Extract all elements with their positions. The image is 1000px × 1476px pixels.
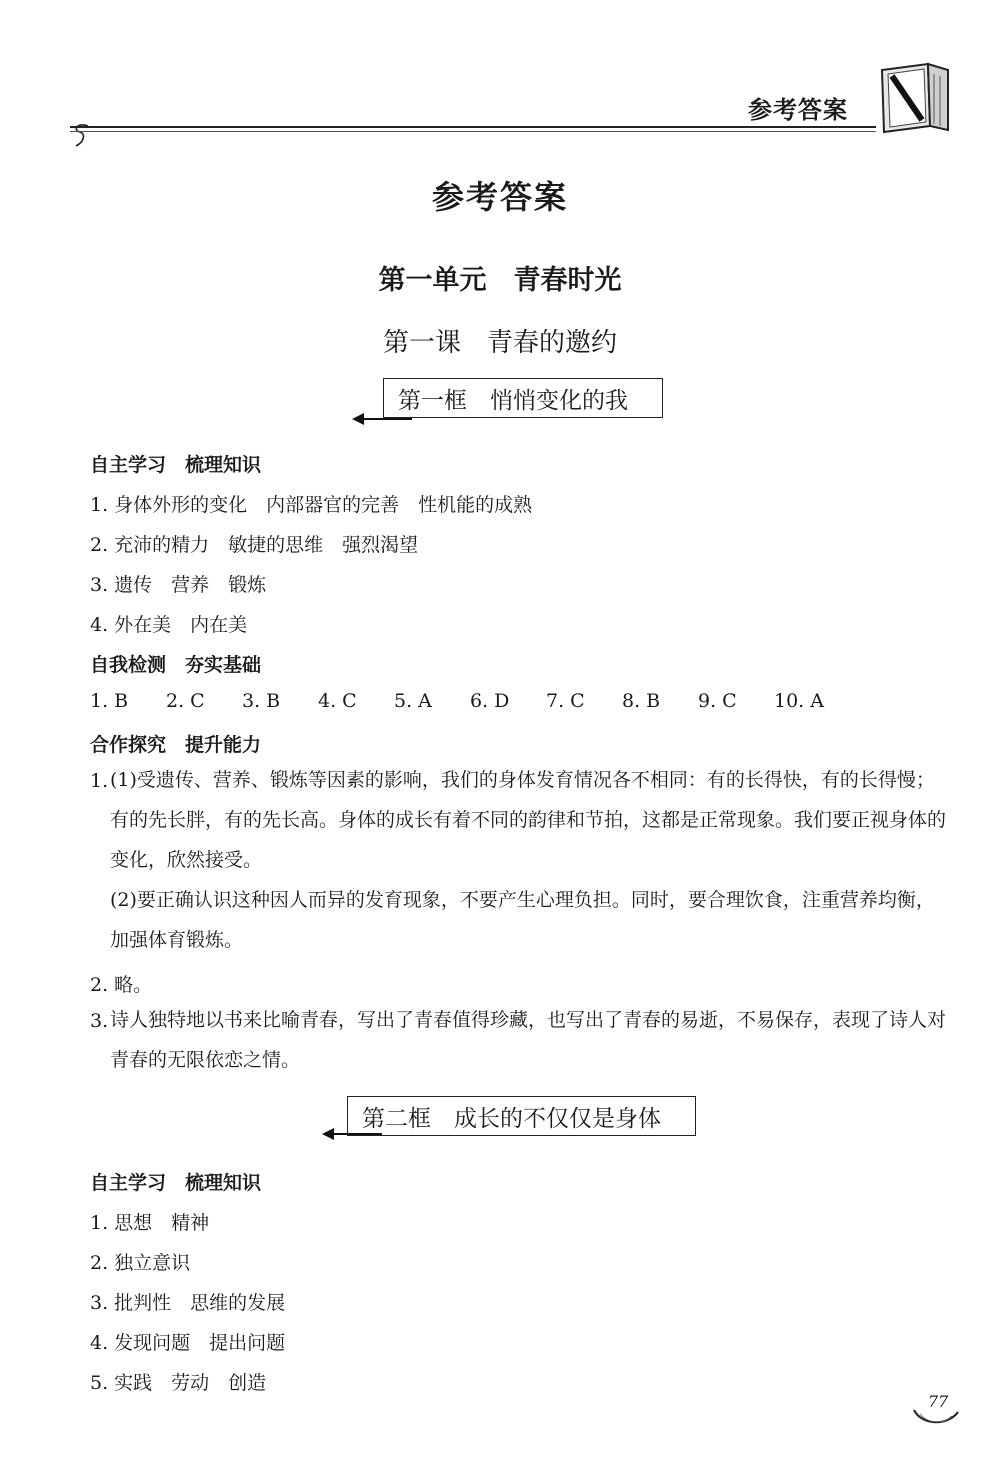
frame1-arrow-icon [352, 412, 412, 426]
answer-item: 4. C [318, 690, 357, 712]
header-rule [70, 126, 876, 128]
list-item: 1. 思想 精神 [90, 1212, 210, 1234]
answer-item: 5. A [394, 690, 432, 712]
frame1-heading-label: 第一框 悄悄变化的我 [398, 387, 628, 414]
question-number: 3. [90, 1010, 109, 1032]
list-item: 4. 发现问题 提出问题 [90, 1332, 286, 1354]
frame1-heading-box [383, 378, 663, 418]
question-number: 1. [90, 770, 109, 792]
list-item: 2. 略。 [90, 974, 153, 996]
answer-item: 1. B [90, 690, 129, 712]
list-item: 1. 身体外形的变化 内部器官的完善 性机能的成熟 [90, 494, 533, 516]
header-curl-ornament-icon [66, 112, 96, 152]
frame2-heading-label: 第二框 成长的不仅仅是身体 [362, 1105, 661, 1132]
answer-paragraph: (1)受遗传、营养、锻炼等因素的影响，我们的身体发育情况各不相同：有的长得快，有的长得慢；有的先长胖，有的先长高。身体的成长有着不同的韵律和节拍，这都是正常现象。我们要正视身体的变化，欣然接受。 [110, 769, 947, 871]
unit-title: 第一单元 青春时光 [378, 265, 622, 296]
answer-item: 8. B [622, 690, 661, 712]
page-title: 参考答案 [431, 178, 568, 216]
list-item: 2. 充沛的精力 敏捷的思维 强烈渴望 [90, 534, 419, 556]
list-item: 3. 遗传 营养 锻炼 [90, 574, 267, 596]
answer-paragraph: 诗人独特地以书来比喻青春，写出了青春值得珍藏，也写出了青春的易逝，不易保存，表现了诗人对青春的无限依恋之情。 [110, 1009, 947, 1071]
section-heading-self-study: 自主学习 梳理知识 [90, 454, 262, 476]
frame2-heading-box [347, 1096, 696, 1136]
section-heading-self-study: 自主学习 梳理知识 [90, 1172, 262, 1194]
open-book-icon [878, 60, 952, 136]
header-rule-thin [70, 131, 876, 132]
answer-item: 9. C [698, 690, 737, 712]
answer-item: 2. C [166, 690, 205, 712]
list-item: 2. 独立意识 [90, 1252, 191, 1274]
list-item: 5. 实践 劳动 创造 [90, 1372, 267, 1394]
multiple-choice-answers [90, 690, 850, 712]
answer-paragraph: (2)要正确认识这种因人而异的发育现象，不要产生心理负担。同时，要合理饮食，注重营养均衡，加强体育锻炼。 [110, 889, 935, 951]
section-heading-self-check: 自我检测 夯实基础 [90, 654, 262, 676]
page-number: 77 [928, 1392, 949, 1411]
section-heading-cooperative-inquiry: 合作探究 提升能力 [90, 734, 262, 756]
lesson-title: 第一课 青春的邀约 [382, 328, 617, 358]
answer-item: 7. C [546, 690, 585, 712]
frame2-arrow-icon [322, 1127, 382, 1141]
answer-item: 6. D [470, 690, 510, 712]
list-item: 4. 外在美 内在美 [90, 614, 248, 636]
header-label: 参考答案 [748, 96, 848, 124]
answer-item: 10. A [774, 690, 824, 712]
page-corner-curl-icon [912, 1404, 960, 1428]
answer-item: 3. B [242, 690, 281, 712]
list-item: 3. 批判性 思维的发展 [90, 1292, 286, 1314]
